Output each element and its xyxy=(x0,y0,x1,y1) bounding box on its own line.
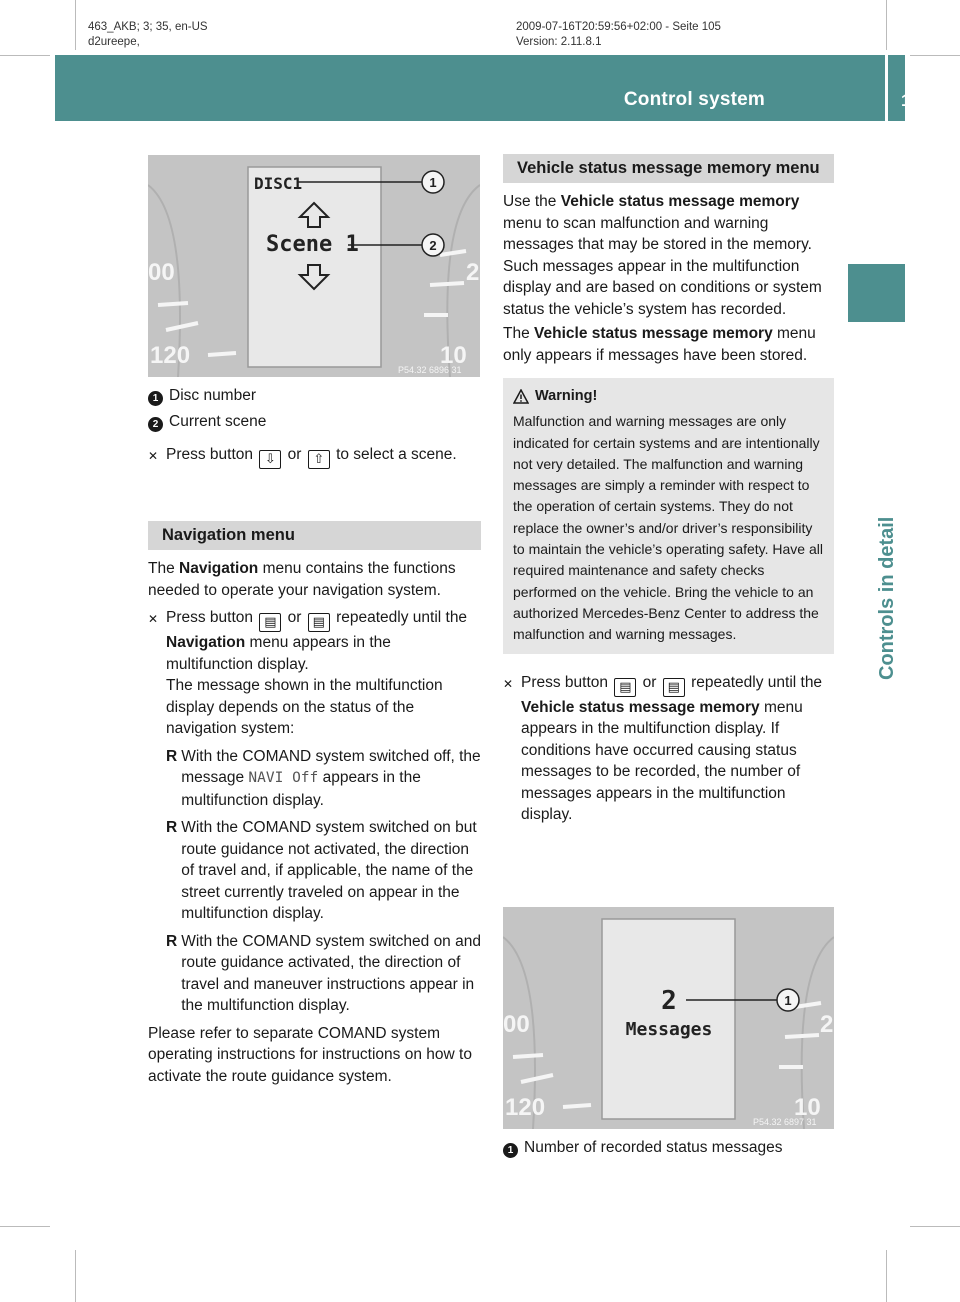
gauge-right-bottom: 10 xyxy=(440,342,467,369)
figure-messages-display xyxy=(503,907,834,1129)
legend-figure-2 xyxy=(503,1137,834,1163)
nav-closing: Please refer to separate COMAND system operating instructions for instructions on how to activate the route guidance system. xyxy=(148,1024,472,1085)
nav-intro-pre: The xyxy=(148,560,175,577)
vsm-p1-bold: Vehicle status message memory xyxy=(560,193,800,210)
callout-1: 1 xyxy=(784,993,792,1008)
legend-number: 1 xyxy=(148,391,163,406)
gauge-left-bottom: 120 xyxy=(150,342,191,369)
meta-left-line1: 463_AKB; 3; 35, en-US xyxy=(88,21,208,33)
step-or: or xyxy=(287,609,302,626)
meta-right xyxy=(516,20,721,50)
meta-right-line1: 2009-07-16T20:59:56+02:00 - Seite 105 xyxy=(516,21,721,33)
crop-mark xyxy=(910,55,960,56)
section-heading-vsm: Vehicle status message memory menu xyxy=(503,154,834,183)
disc-label: DISC1 xyxy=(254,174,303,193)
meta-left xyxy=(88,20,208,50)
nav-intro xyxy=(148,558,481,601)
callout-2: 2 xyxy=(429,238,437,253)
scene-label: Scene 1 xyxy=(266,232,359,257)
gauge-right-bottom: 10 xyxy=(794,1094,821,1121)
bullet-text: With the COMAND system switched on and route guidance activated, the direction of travel and maneuver instructions appear in the multifunction display. xyxy=(181,932,481,1014)
crop-mark xyxy=(886,1250,887,1302)
step-text xyxy=(521,672,834,826)
step-text xyxy=(166,444,457,469)
step-bold: Vehicle status message memory xyxy=(521,698,760,716)
header-bar xyxy=(55,55,930,121)
messages-display-illustration xyxy=(503,907,834,1129)
warning-box xyxy=(503,378,834,654)
section-heading-navigation: Navigation menu xyxy=(148,521,481,550)
gauge-left-bottom: 120 xyxy=(505,1094,546,1121)
legend-text: Disc number xyxy=(169,387,256,404)
meta-right-line2: Version: 2.11.8.1 xyxy=(516,36,602,48)
header-divider xyxy=(885,55,888,121)
side-section-label: Controls in detail xyxy=(876,516,898,680)
page-back-button-icon: ▤ xyxy=(259,613,281,632)
instruction-step xyxy=(503,672,834,826)
figure-code: P54.32 6896 31 xyxy=(398,365,462,375)
gauge-right-top: 2 xyxy=(820,1011,834,1038)
step-body xyxy=(166,607,481,740)
warning-triangle-icon xyxy=(513,389,529,404)
step-pre: Press button xyxy=(166,446,254,463)
step-post: to select a scene. xyxy=(336,446,457,463)
right-column xyxy=(503,154,834,826)
figure-disc-display xyxy=(148,155,480,377)
warning-title-text: Warning! xyxy=(535,388,598,404)
callout-1: 1 xyxy=(429,175,437,190)
step-arrow-icon: ✕ xyxy=(148,612,159,626)
legend-item xyxy=(503,1137,834,1159)
message-count: 2 xyxy=(661,986,677,1016)
vsm-p1-post: menu to scan malfunction and warning messages that may be stored in the memory. Such messages appear in the multifunction display and are based on conditions or system status the vehicle’s system has recorded. xyxy=(503,214,822,318)
bullet-item xyxy=(166,746,481,812)
legend-item xyxy=(148,385,481,407)
vsm-p1-pre: Use the xyxy=(503,193,557,210)
instruction-step xyxy=(148,607,481,740)
bullet-pre: With the COMAND system switched off, the message xyxy=(181,747,481,786)
crop-mark xyxy=(75,0,76,50)
legend-item xyxy=(148,411,481,433)
bullet-marker: R xyxy=(166,932,178,950)
figure-code: P54.32 6897 31 xyxy=(753,1117,817,1127)
bullet-text xyxy=(181,746,481,812)
vsm-p2-post: menu only appears if messages have been stored. xyxy=(503,325,816,364)
warning-title xyxy=(513,386,824,407)
step-arrow-icon: ✕ xyxy=(148,449,159,463)
step-post: menu appears in the multifunction display. xyxy=(166,634,391,673)
step-or: or xyxy=(287,446,302,463)
vsm-paragraph-1 xyxy=(503,191,834,320)
crop-mark xyxy=(886,0,887,50)
bullet-mono: NAVI Off xyxy=(248,770,319,786)
nav-intro-post: menu contains the functions needed to operate your navigation system. xyxy=(148,560,456,599)
crop-mark xyxy=(0,1226,50,1227)
bullet-text: With the COMAND system switched on but route guidance not activated, the direction of travel and, if applicable, the name of the street currently traveled on appear in the multifunction display. xyxy=(181,819,477,922)
step-arrow-icon: ✕ xyxy=(503,676,514,691)
bullet-item xyxy=(166,931,481,1017)
step-mid: repeatedly until the xyxy=(691,673,823,691)
gauge-right-top: 2 xyxy=(466,259,480,286)
gauge-left-top: 00 xyxy=(503,1011,530,1038)
bullet-marker: R xyxy=(166,819,178,836)
left-column xyxy=(148,385,481,1087)
step-pre: Press button xyxy=(521,673,609,691)
crop-mark xyxy=(0,55,50,56)
vsm-paragraph-2 xyxy=(503,323,834,366)
step-or: or xyxy=(642,673,657,691)
legend-number: 2 xyxy=(148,417,163,432)
side-tab xyxy=(848,264,905,322)
step-mid: repeatedly until the xyxy=(336,609,468,626)
disc-display-illustration xyxy=(148,155,480,377)
legend-text: Number of recorded status messages xyxy=(524,1139,783,1156)
step-text xyxy=(166,607,481,675)
bullet-marker: R xyxy=(166,747,178,765)
page-forward-button-icon: ▤ xyxy=(663,678,685,697)
step-bold: Navigation xyxy=(166,634,246,651)
step-post: menu appears in the multifunction display. If conditions have occurred causing status messages to be recorded, the number of messages appears in the multifunction display. xyxy=(521,698,803,824)
page-forward-button-icon: ▤ xyxy=(308,613,330,632)
gauge-left-top: 00 xyxy=(148,259,175,286)
header-title: Control system xyxy=(623,89,765,110)
step-pre: Press button xyxy=(166,609,254,626)
nav-intro-bold: Navigation xyxy=(179,560,259,577)
meta-left-line2: d2ureepe, xyxy=(88,36,140,48)
instruction-step xyxy=(148,444,481,469)
page-number: 105 xyxy=(901,91,930,110)
crop-mark xyxy=(75,1250,76,1302)
crop-mark xyxy=(910,1226,960,1227)
step-extra: The message shown in the multifunction display depends on the status of the navigation system: xyxy=(166,677,443,737)
page-back-button-icon: ▤ xyxy=(614,678,636,697)
warning-text: Malfunction and warning messages are only indicated for certain systems and are intentionally not very detailed. The malfunction and warning messages are simply a reminder with respect to the operation of certain systems. They do not replace the owner’s and/or driver’s responsibility to maintain the vehicle’s operating safety. Have all required maintenance and safety checks performed on the vehicle. Bring the vehicle to an authorized Mercedes-Benz Center to address the malfunction and warning messages. xyxy=(513,413,823,643)
scroll-down-button-icon: ⇩ xyxy=(259,450,281,469)
vsm-p2-pre: The xyxy=(503,325,530,342)
bullet-post: appears in the multifunction display. xyxy=(181,769,421,809)
messages-label: Messages xyxy=(625,1019,713,1040)
bullet-item xyxy=(166,817,481,925)
scroll-up-button-icon: ⇧ xyxy=(308,450,330,469)
legend-text: Current scene xyxy=(169,412,267,430)
vsm-p2-bold: Vehicle status message memory xyxy=(534,325,773,342)
legend-number: 1 xyxy=(503,1143,518,1158)
